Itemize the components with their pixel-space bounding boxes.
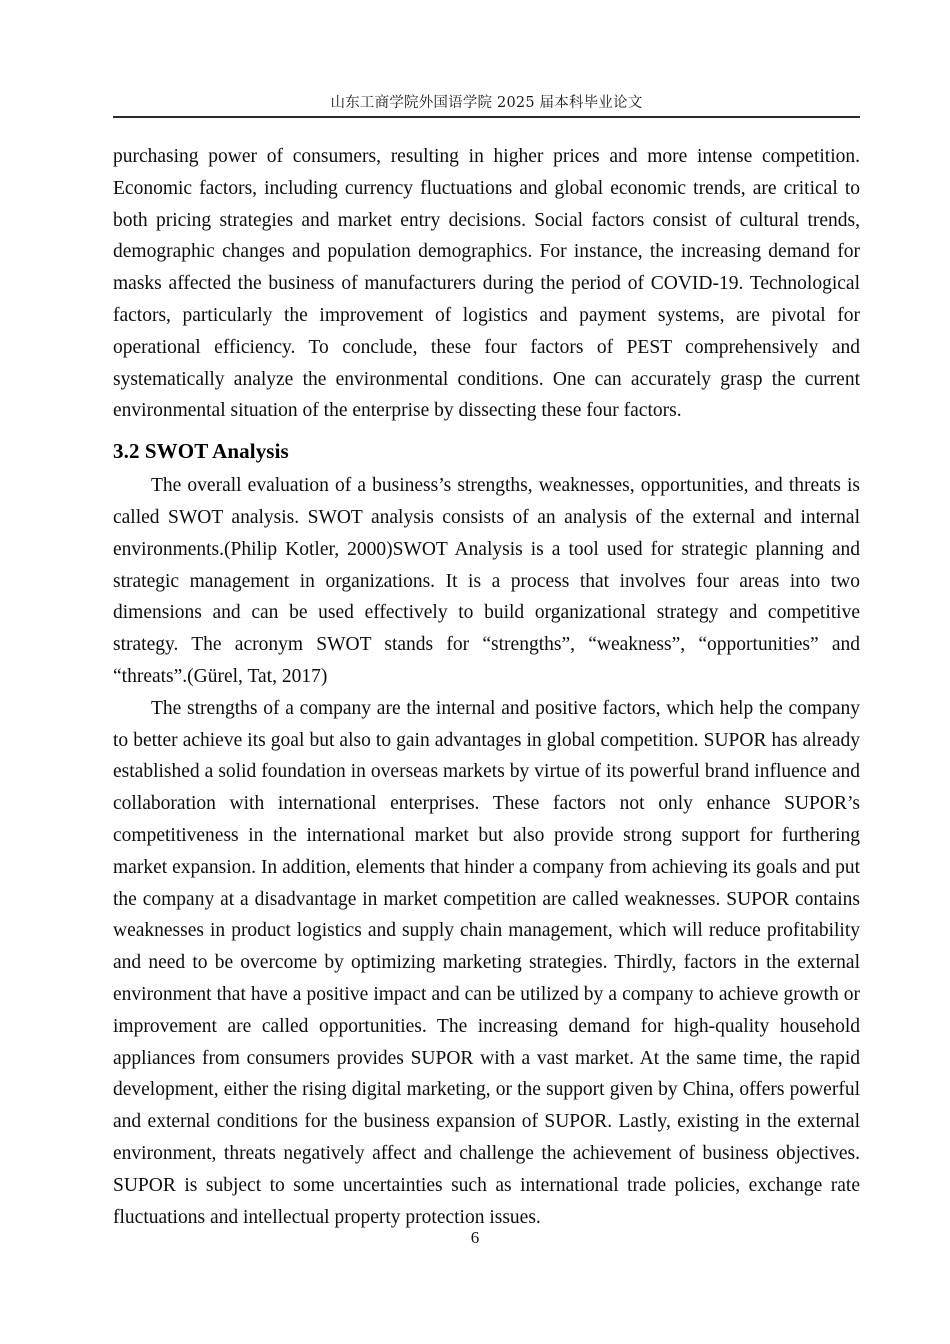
- paragraph-swot-supor-analysis: The strengths of a company are the internal and positive factors, which help the company to better achieve its goal but also to gain advantages in global competition. SUPOR has already established a solid foundation in overseas markets by virtue of its powerful brand influence and collaboration with international enterprises. These factors not only enhance SUPOR’s competitiveness in the international market but also provide strong support for furthering market expansion. In addition, elements that hinder a company from achieving its goals and put the company at a disadvantage in market competition are called weaknesses. SUPOR contains weaknesses in product logistics and supply chain management, which will reduce profitability and need to be overcome by optimizing marketing strategies. Thirdly, factors in the external environment that have a positive impact and can be utilized by a company to achieve growth or improvement are called opportunities. The increasing demand for high-quality household appliances from consumers provides SUPOR with a vast market. At the same time, the rapid development, either the rising digital marketing, or the support given by China, offers powerful and external conditions for the business expansion of SUPOR. Lastly, existing in the external environment, threats negatively affect and challenge the achievement of business objectives. SUPOR is subject to some uncertainties such as international trade policies, exchange rate fluctuations and intellectual property protection issues.: [113, 697, 860, 1228]
- paragraph-pest-continuation: purchasing power of consumers, resulting in higher prices and more intense competition. Economic factors, including currency fluctuations and global economic trends, are critical to both pricing strategies and market entry decisions. Social factors consist of cultural trends, demographic changes and population demographics. For instance, the increasing demand for masks affected the business of manufacturers during the period of COVID-19. Technological factors, particularly the improvement of logistics and payment systems, are pivotal for operational efficiency. To conclude, these four factors of PEST comprehensively and systematically analyze the environmental conditions. One can accurately grasp the current environmental situation of the enterprise by dissecting these four factors.: [113, 146, 860, 422]
- running-header: [113, 92, 860, 118]
- section-heading-3-2: 3.2 SWOT Analysis: [113, 439, 289, 464]
- header-divider: [113, 116, 860, 118]
- paragraph-swot-definition: The overall evaluation of a business’s strengths, weaknesses, opportunities, and threats is called SWOT analysis. SWOT analysis consists of an analysis of the external and internal environments.(Philip Kotler, 2000)SWOT Analysis is a tool used for strategic planning and strategic management in organizations. It is a process that involves four areas into two dimensions and can be used effectively to build organizational strategy and competitive strategy. The acronym SWOT stands for “strengths”, “weakness”, “opportunities” and “threats”.(Gürel, Tat, 2017): [113, 475, 860, 687]
- document-body: [113, 141, 860, 1233]
- page-number: 6: [470, 1228, 480, 1247]
- header-title: 山东工商学院外国语学院 2025 届本科毕业论文: [330, 95, 643, 111]
